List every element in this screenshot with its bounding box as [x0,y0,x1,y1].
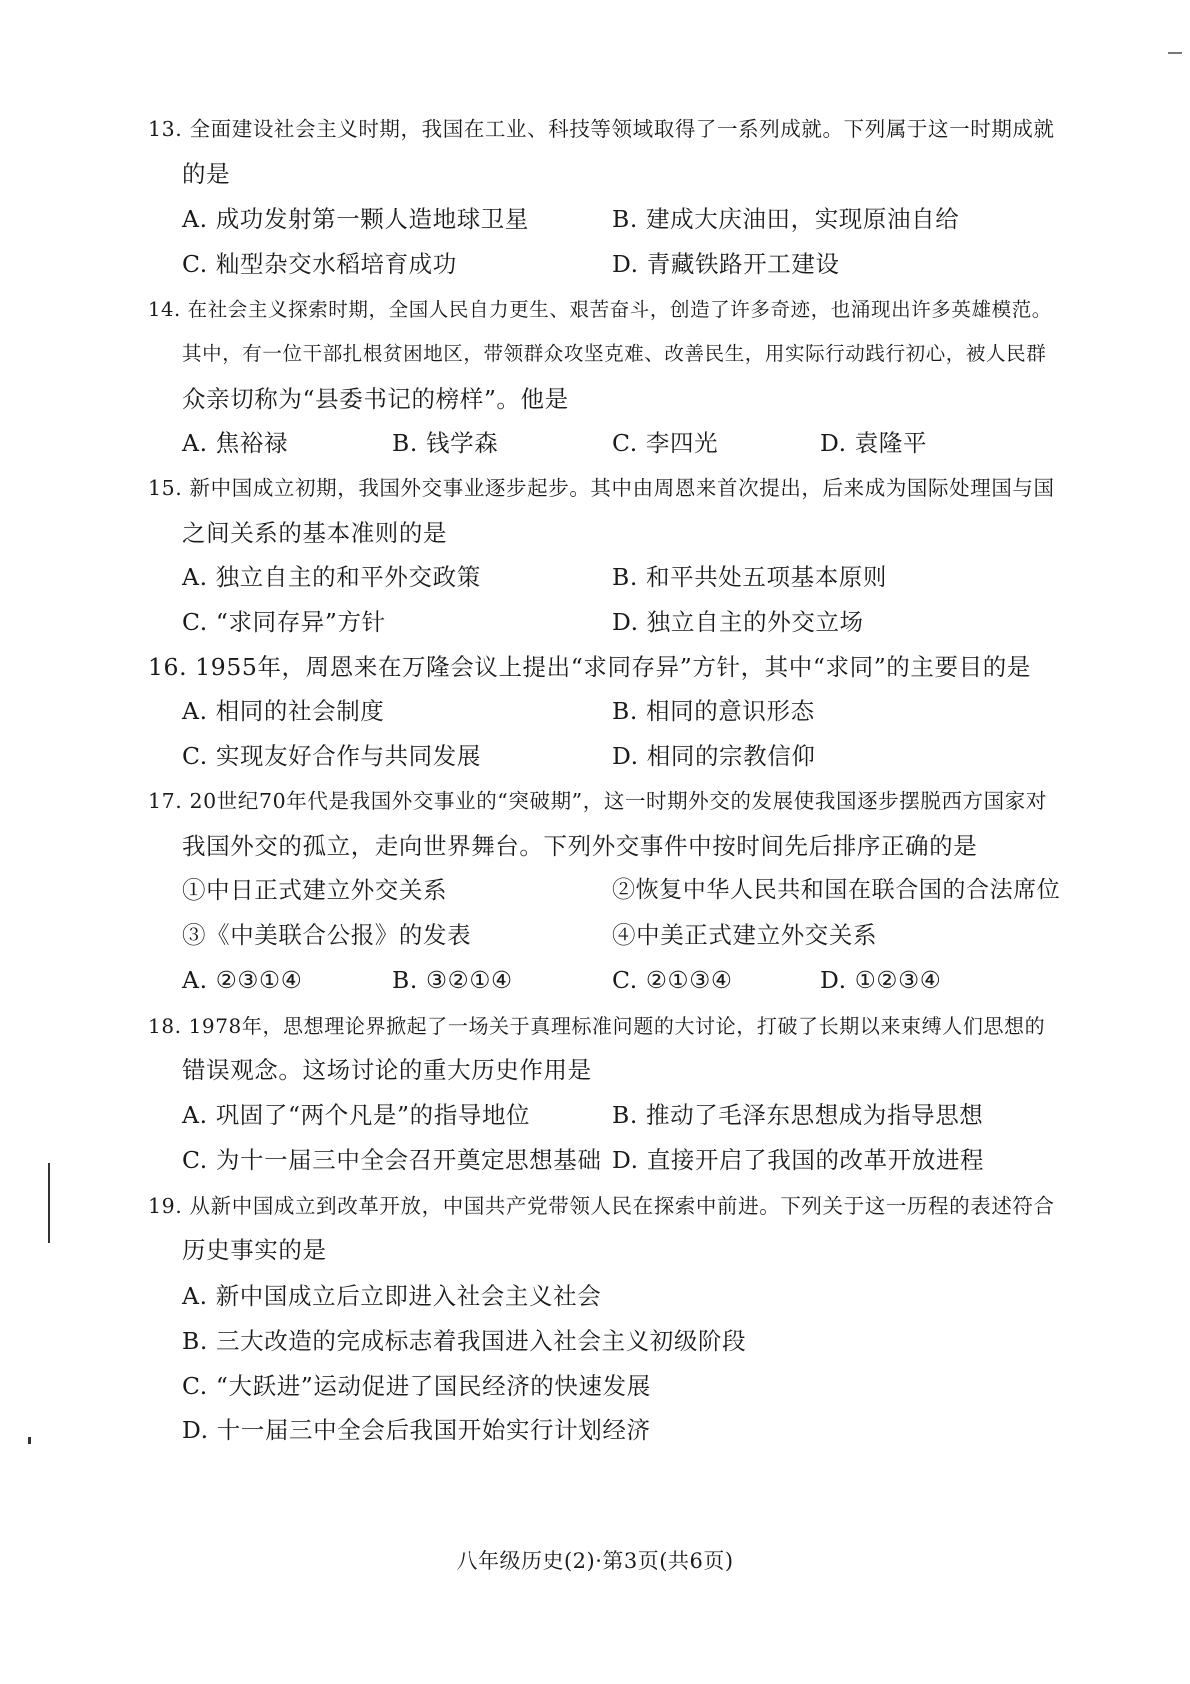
q19-option-d[interactable]: D. 十一届三中全会后我国开始实行计划经济 [182,1416,651,1444]
q17-option-d[interactable]: D. ①②③④ [820,966,942,994]
q14-stem-line-1: 14. 在社会主义探索时期，全国人民自力更生、艰苦奋斗，创造了许多奇迹，也涌现出许多英雄模范。 [148,298,1052,321]
q19-option-a[interactable]: A. 新中国成立后立即进入社会主义社会 [182,1282,602,1310]
q15-option-a[interactable]: A. 独立自主的和平外交政策 [182,563,481,591]
binding-line-mark [48,1163,50,1243]
q13-stem-line-2: 的是 [182,160,231,188]
q17-option-c[interactable]: C. ②①③④ [612,966,733,994]
q16-stem-line-1: 16. 1955年，周恩来在万隆会议上提出“求同存异”方针，其中“求同”的主要目的是 [148,653,1031,681]
q15-stem-line-2: 之间关系的基本准则的是 [182,519,448,547]
q19-option-b[interactable]: B. 三大改造的完成标志着我国进入社会主义初级阶段 [182,1327,747,1355]
q15-stem-line-1: 15. 新中国成立初期，我国外交事业逐步起步。其中由周恩来首次提出，后来成为国际处理国与国 [148,476,1055,500]
q16-option-a[interactable]: A. 相同的社会制度 [182,697,385,725]
q14-option-b[interactable]: B. 钱学森 [392,429,499,457]
scan-mark-bottom-left [28,1437,31,1444]
q16-option-d[interactable]: D. 相同的宗教信仰 [612,742,816,770]
q13-stem-line-1: 13. 全面建设社会主义时期，我国在工业、科技等领域取得了一系列成就。下列属于这一时期成就 [148,117,1055,141]
q18-option-c[interactable]: C. 为十一届三中全会召开奠定思想基础 [182,1146,602,1174]
q16-option-c[interactable]: C. 实现友好合作与共同发展 [182,742,481,770]
q19-stem-line-1: 19. 从新中国成立到改革开放，中国共产党带领人民在探索中前进。下列关于这一历程的表述符合 [148,1194,1055,1218]
q17-item-2: ②恢复中华人民共和国在联合国的合法席位 [612,877,1061,903]
q13-option-a[interactable]: A. 成功发射第一颗人造地球卫星 [182,205,530,233]
page-footer: 八年级历史(2)·第3页(共6页) [456,1549,734,1573]
q14-stem-line-2: 其中，有一位干部扎根贫困地区，带领群众攻坚克难、改善民生，用实际行动践行初心，被人民群 [182,342,1047,365]
q17-option-b[interactable]: B. ③②①④ [392,966,513,994]
q15-option-d[interactable]: D. 独立自主的外交立场 [612,608,864,636]
q18-option-a[interactable]: A. 巩固了“两个凡是”的指导地位 [182,1101,531,1129]
q19-option-c[interactable]: C. “大跃进”运动促进了国民经济的快速发展 [182,1372,651,1400]
q16-option-b[interactable]: B. 相同的意识形态 [612,697,815,725]
q13-option-b[interactable]: B. 建成大庆油田，实现原油自给 [612,205,960,233]
q14-option-a[interactable]: A. 焦裕禄 [182,429,289,457]
q17-option-a[interactable]: A. ②③①④ [182,966,303,994]
q17-item-3: ③《中美联合公报》的发表 [182,921,472,949]
scan-mark-top-right [1168,52,1182,54]
q18-stem-line-1: 18. 1978年，思想理论界掀起了一场关于真理标准问题的大讨论，打破了长期以来束缚人们思想的 [148,1014,1046,1038]
q17-stem-line-2: 我国外交的孤立，走向世界舞台。下列外交事件中按时间先后排序正确的是 [182,832,978,860]
q15-option-c[interactable]: C. “求同存异”方针 [182,608,386,636]
q14-option-c[interactable]: C. 李四光 [612,429,719,457]
q18-stem-line-2: 错误观念。这场讨论的重大历史作用是 [182,1056,592,1084]
q17-item-4: ④中美正式建立外交关系 [612,921,878,949]
q17-item-1: ①中日正式建立外交关系 [182,876,448,904]
q14-stem-line-3: 众亲切称为“县委书记的榜样”。他是 [182,385,569,413]
q18-option-d[interactable]: D. 直接开启了我国的改革开放进程 [612,1146,985,1174]
q13-option-d[interactable]: D. 青藏铁路开工建设 [612,250,840,278]
q19-stem-line-2: 历史事实的是 [182,1236,327,1264]
q15-option-b[interactable]: B. 和平共处五项基本原则 [612,563,888,591]
q14-option-d[interactable]: D. 袁隆平 [820,429,928,457]
q18-option-b[interactable]: B. 推动了毛泽东思想成为指导思想 [612,1101,984,1129]
q17-stem-line-1: 17. 20世纪70年代是我国外交事业的“突破期”，这一时期外交的发展使我国逐步摆脱西方国家对 [148,789,1047,813]
q13-option-c[interactable]: C. 籼型杂交水稻培育成功 [182,250,457,278]
